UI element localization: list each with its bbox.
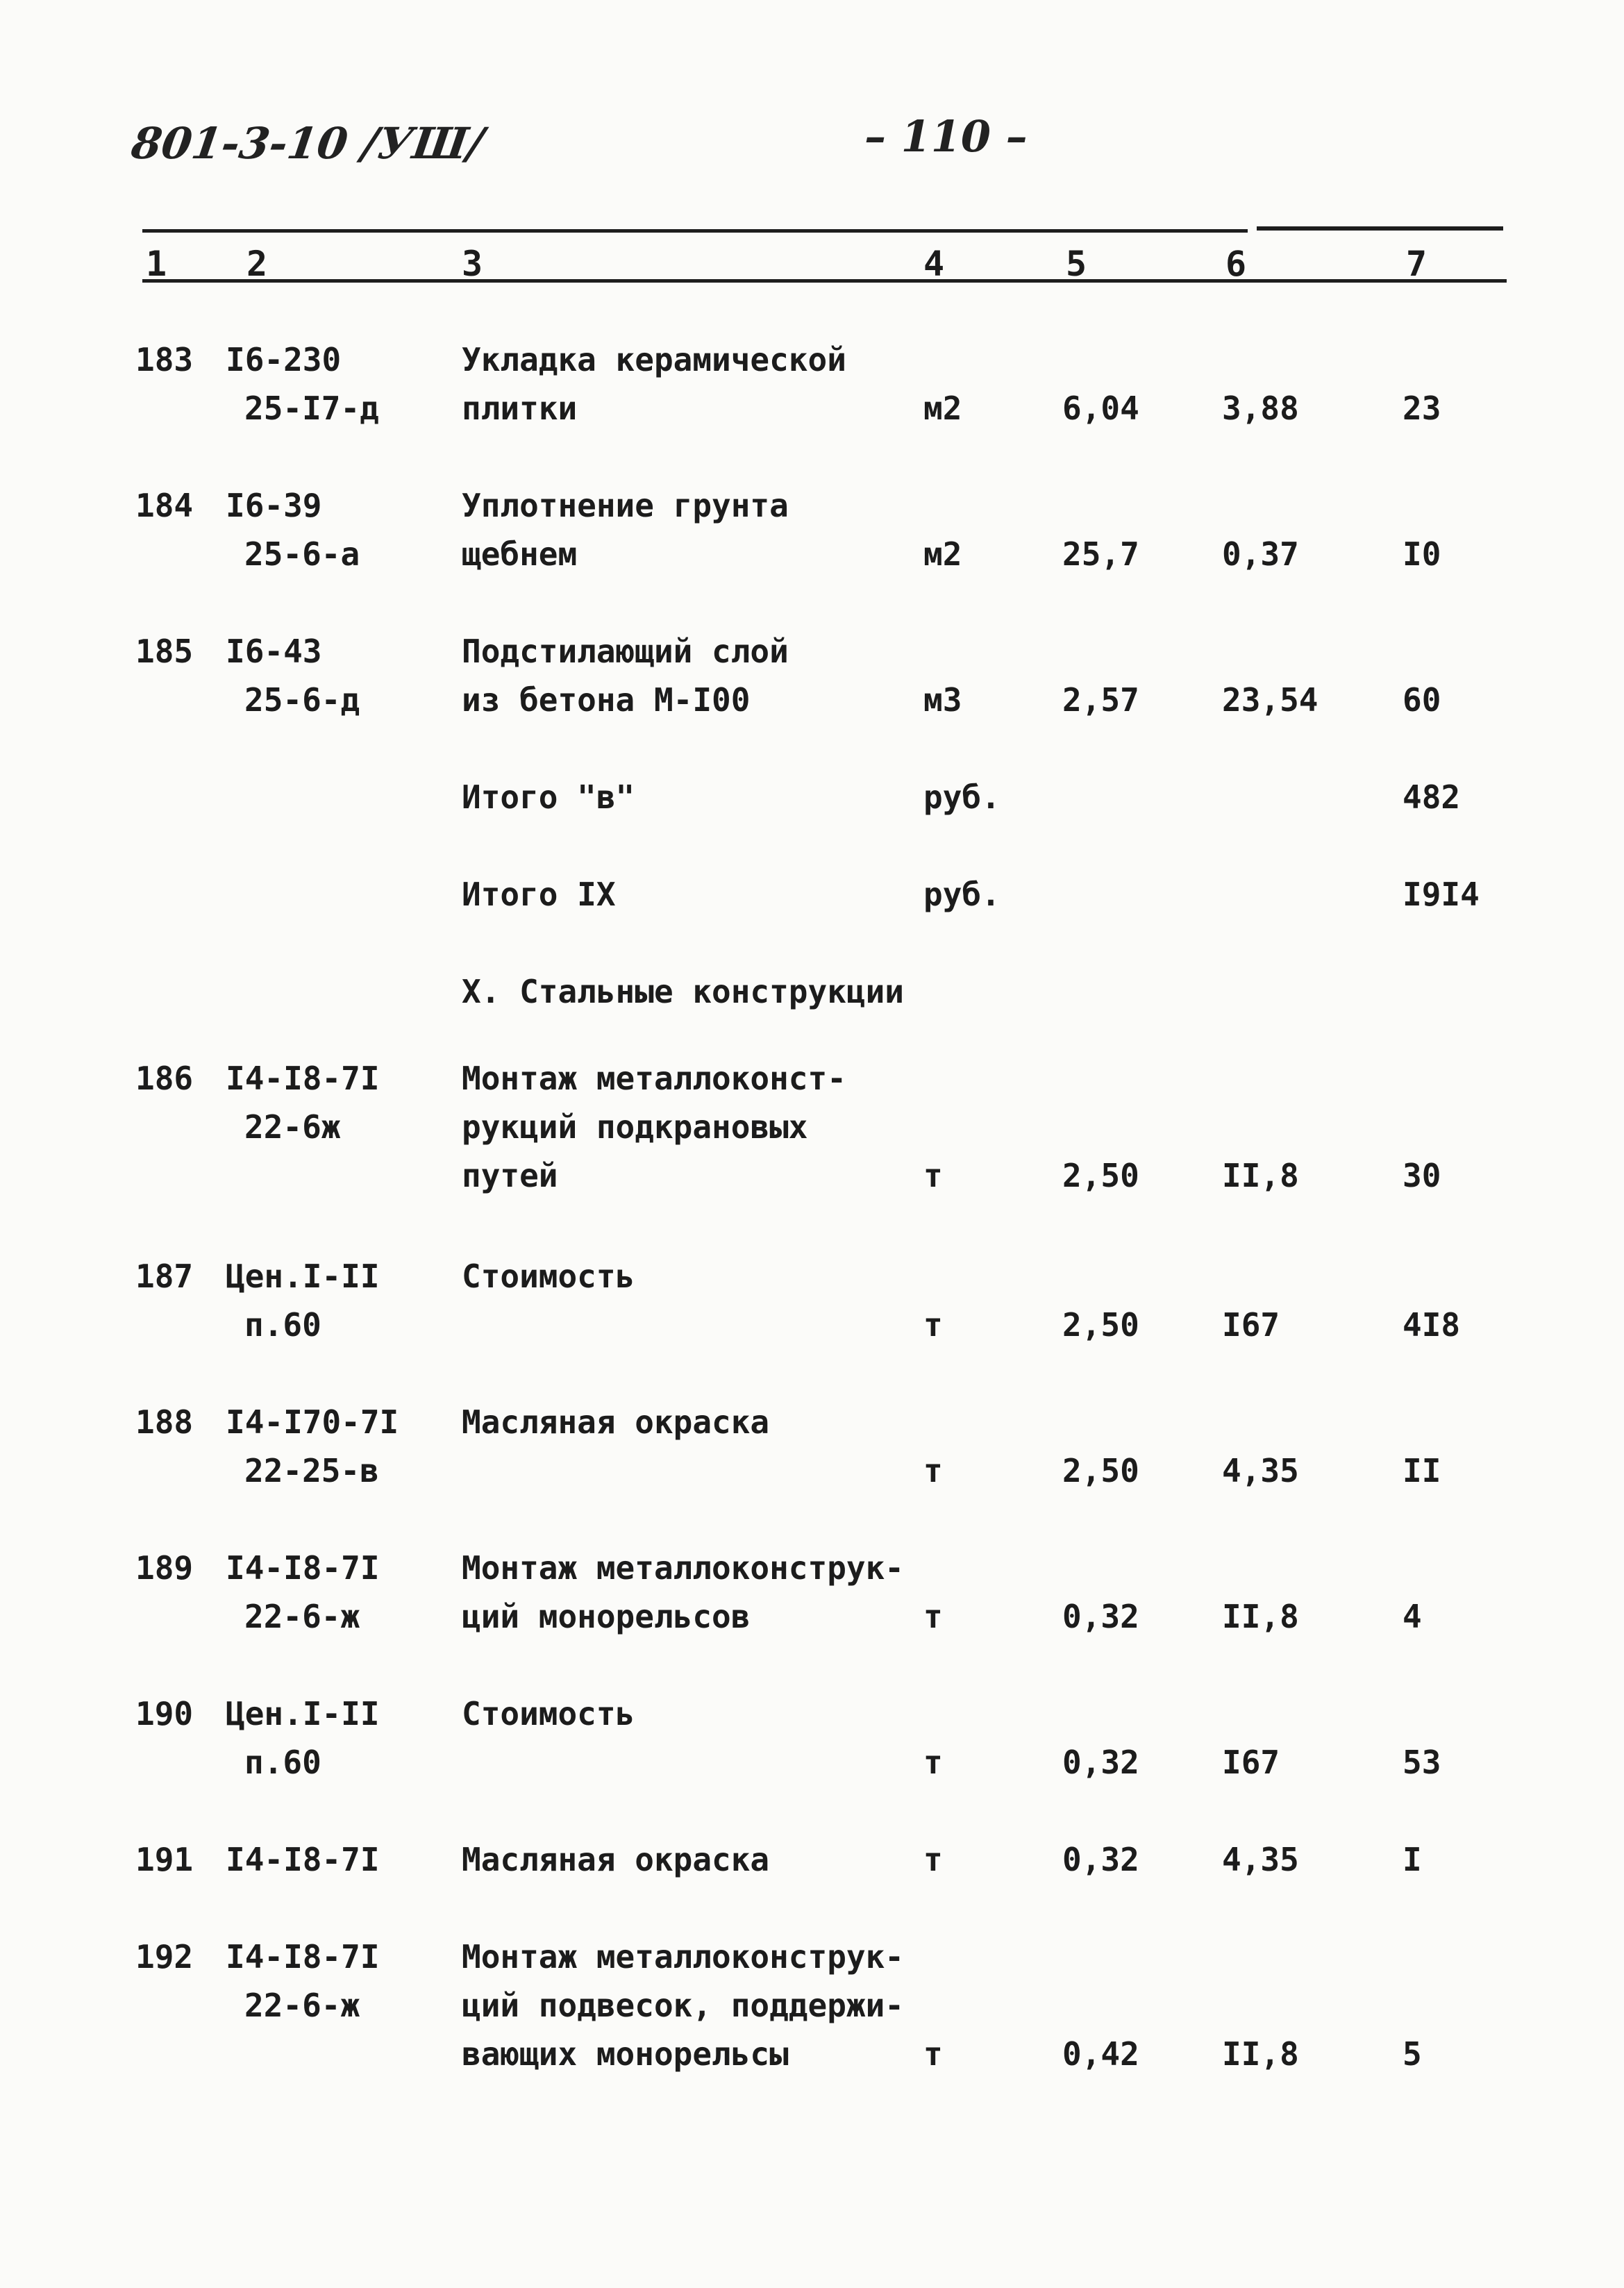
unit: т	[923, 1841, 943, 1878]
column-header-3: 3	[462, 244, 483, 284]
total-cost: 53	[1403, 1744, 1441, 1781]
norm-code: I6-43	[226, 633, 322, 670]
quantity: 2,50	[1062, 1306, 1139, 1344]
norm-code: I4-I8-7I	[226, 1060, 380, 1097]
total-cost: 4I8	[1403, 1306, 1461, 1344]
unit: т	[923, 1306, 943, 1344]
row-number: 189	[135, 1549, 194, 1587]
row-number: 187	[135, 1258, 194, 1295]
norm-code-secondary: п.60	[244, 1306, 321, 1344]
total-cost: I	[1403, 1841, 1422, 1878]
document-code: 801-3-10 /УШ/	[128, 118, 487, 169]
work-description: рукций подкрановых	[462, 1108, 808, 1146]
work-description: плитки	[462, 390, 578, 427]
work-description: ций монорельсов	[462, 1598, 751, 1635]
top-rule	[142, 229, 1248, 233]
unit: т	[923, 1452, 943, 1489]
work-description: из бетона М-I00	[462, 681, 751, 719]
section-heading: X. Стальные конструкции	[462, 973, 904, 1010]
work-description: вающих монорельсы	[462, 2035, 789, 2073]
total-cost: 482	[1403, 778, 1461, 816]
total-cost: 30	[1403, 1157, 1441, 1194]
work-description: щебнем	[462, 535, 578, 573]
page-number: – 110 –	[864, 111, 1028, 162]
work-description: Итого "в"	[462, 778, 635, 816]
total-cost: 23	[1403, 390, 1441, 427]
row-number: 186	[135, 1060, 194, 1097]
total-cost: I9I4	[1403, 876, 1480, 913]
unit: руб.	[923, 778, 1001, 816]
norm-code: I6-39	[226, 487, 322, 524]
norm-code-secondary: 25-6-а	[244, 535, 360, 573]
unit-price: 4,35	[1222, 1452, 1299, 1489]
unit-price: I67	[1222, 1306, 1280, 1344]
work-description: путей	[462, 1157, 558, 1194]
norm-code-secondary: 22-6-ж	[244, 1598, 360, 1635]
column-header-7: 7	[1406, 244, 1428, 284]
quantity: 2,57	[1062, 681, 1139, 719]
unit: м2	[923, 390, 962, 427]
header-rule	[142, 279, 1507, 283]
unit: м2	[923, 535, 962, 573]
quantity: 2,50	[1062, 1452, 1139, 1489]
unit-price: I67	[1222, 1744, 1280, 1781]
quantity: 0,32	[1062, 1744, 1139, 1781]
column-header-6: 6	[1225, 244, 1247, 284]
unit-price: 0,37	[1222, 535, 1299, 573]
norm-code-secondary: 22-6-ж	[244, 1987, 360, 2024]
top-rule-right	[1257, 226, 1503, 231]
unit: руб.	[923, 876, 1001, 913]
work-description: Масляная окраска	[462, 1841, 770, 1878]
row-number: 192	[135, 1938, 194, 1976]
row-number: 183	[135, 341, 194, 378]
work-description: Монтаж металлоконструк-	[462, 1938, 904, 1976]
column-header-5: 5	[1066, 244, 1087, 284]
column-header-4: 4	[923, 244, 945, 284]
norm-code: I4-I8-7I	[226, 1841, 380, 1878]
work-description: Стоимость	[462, 1695, 635, 1732]
norm-code: I4-I70-7I	[226, 1403, 399, 1441]
work-description: Масляная окраска	[462, 1403, 770, 1441]
work-description: Уплотнение грунта	[462, 487, 789, 524]
norm-code-secondary: 22-6ж	[244, 1108, 341, 1146]
quantity: 0,32	[1062, 1598, 1139, 1635]
norm-code: I6-230	[226, 341, 342, 378]
row-number: 185	[135, 633, 194, 670]
unit: т	[923, 1744, 943, 1781]
work-description: Итого IX	[462, 876, 616, 913]
quantity: 0,32	[1062, 1841, 1139, 1878]
norm-code-secondary: 25-I7-д	[244, 390, 379, 427]
quantity: 2,50	[1062, 1157, 1139, 1194]
norm-code: Цен.I-II	[226, 1695, 380, 1732]
unit-price: II,8	[1222, 2035, 1299, 2073]
norm-code: Цен.I-II	[226, 1258, 380, 1295]
norm-code: I4-I8-7I	[226, 1549, 380, 1587]
column-header-1: 1	[146, 244, 167, 284]
unit-price: II,8	[1222, 1598, 1299, 1635]
total-cost: I0	[1403, 535, 1441, 573]
work-description: Монтаж металлоконст-	[462, 1060, 846, 1097]
unit: т	[923, 1157, 943, 1194]
unit: м3	[923, 681, 962, 719]
norm-code-secondary: 22-25-в	[244, 1452, 379, 1489]
unit-price: 23,54	[1222, 681, 1319, 719]
unit: т	[923, 2035, 943, 2073]
total-cost: 5	[1403, 2035, 1422, 2073]
work-description: Монтаж металлоконструк-	[462, 1549, 904, 1587]
unit-price: II,8	[1222, 1157, 1299, 1194]
norm-code-secondary: 25-6-д	[244, 681, 360, 719]
quantity: 25,7	[1062, 535, 1139, 573]
row-number: 191	[135, 1841, 194, 1878]
work-description: Подстилающий слой	[462, 633, 789, 670]
row-number: 184	[135, 487, 194, 524]
total-cost: II	[1403, 1452, 1441, 1489]
total-cost: 60	[1403, 681, 1441, 719]
column-header-2: 2	[246, 244, 268, 284]
quantity: 6,04	[1062, 390, 1139, 427]
row-number: 190	[135, 1695, 194, 1732]
unit-price: 3,88	[1222, 390, 1299, 427]
total-cost: 4	[1403, 1598, 1422, 1635]
quantity: 0,42	[1062, 2035, 1139, 2073]
work-description: Укладка керамической	[462, 341, 846, 378]
norm-code: I4-I8-7I	[226, 1938, 380, 1976]
unit: т	[923, 1598, 943, 1635]
row-number: 188	[135, 1403, 194, 1441]
work-description: ций подвесок, поддержи-	[462, 1987, 904, 2024]
norm-code-secondary: п.60	[244, 1744, 321, 1781]
unit-price: 4,35	[1222, 1841, 1299, 1878]
work-description: Стоимость	[462, 1258, 635, 1295]
